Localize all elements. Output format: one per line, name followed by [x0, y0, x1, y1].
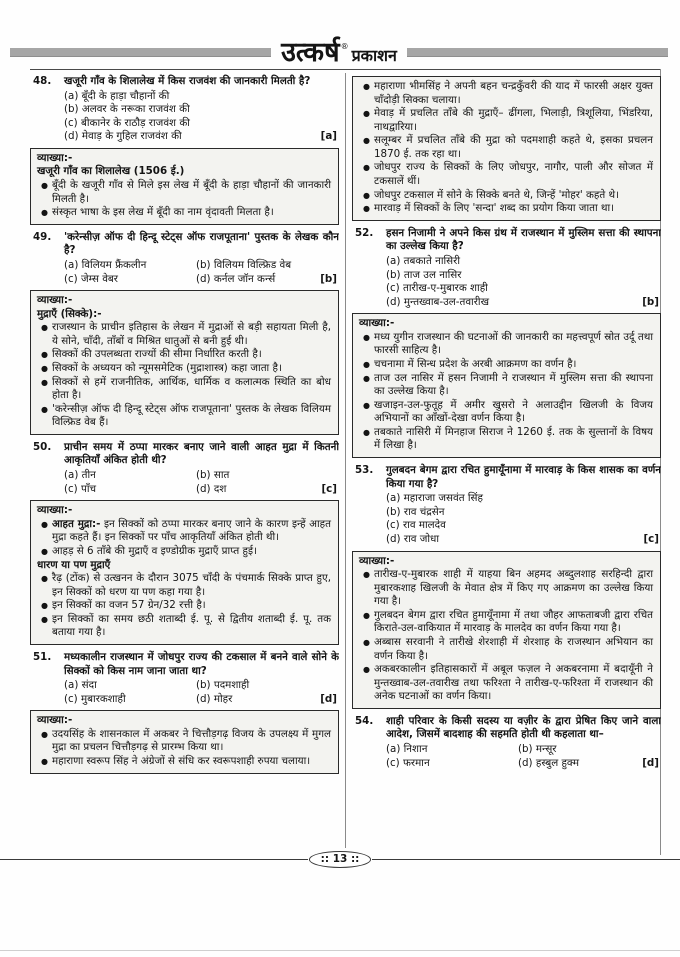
bullet-body: खजाइन-उल-फुतूह में अमीर खुसरो ने अलाउद्दीन खिलजी के विजय अभियानों का आँखों-देखा वर्णन किया है। [374, 398, 653, 425]
explanation-box [352, 76, 661, 221]
option-text: पदमशाही [213, 679, 250, 692]
option-label: (a) [64, 679, 79, 692]
bullet-marker-icon: ● [363, 570, 370, 580]
answer-key: [b] [642, 295, 659, 308]
bullet-text [374, 568, 653, 609]
explanation-label: व्याख्या:- [37, 294, 73, 307]
bullet-marker-icon: ● [41, 350, 48, 360]
option-label: (c) [386, 282, 400, 295]
header-rule [30, 69, 661, 70]
question-body [386, 227, 661, 309]
option [196, 469, 339, 483]
bullet-item [359, 161, 653, 188]
option-label: (b) [196, 679, 211, 692]
option [196, 693, 314, 707]
bullet-text [374, 134, 653, 161]
options-row [386, 743, 661, 757]
option-label: (b) [386, 505, 401, 518]
option-label: (c) [64, 482, 78, 495]
bullet-item [359, 80, 653, 107]
brand-suffix: प्रकाशन [351, 45, 397, 65]
bullet-text [52, 206, 331, 220]
option [386, 492, 661, 506]
options-list [64, 679, 339, 706]
option [386, 282, 661, 296]
option-text: तबकाते नासिरी [403, 254, 460, 267]
bullet-text [52, 376, 331, 403]
option [196, 259, 339, 273]
answer-key: [a] [320, 130, 337, 143]
options-row [64, 469, 339, 483]
bullet-text [52, 755, 331, 769]
bullet-body: चचनामा में सिन्ध प्रदेश के अरबी आक्रमण का वर्णन है। [374, 357, 577, 370]
bullet-body: मारवाड़ में सिक्कों के लिए 'सन्दा' शब्द का प्रयोग किया जाता था। [374, 202, 615, 215]
option [64, 90, 339, 104]
bullet-item [37, 572, 331, 599]
option-label: (d) [386, 295, 401, 308]
bullet-body: इन सिक्कों का समय छठी शताब्दी ई. पू. से द्वितीय शताब्दी ई. पू. तक बताया गया है। [52, 612, 331, 639]
question-number: 48. [33, 75, 52, 87]
option-label: (a) [386, 492, 401, 505]
bullet-body: संस्कृत भाषा के इस लेख में बूँदी का नाम वृंदावती मिलता है। [52, 206, 274, 219]
option-text: संदा [81, 679, 97, 692]
option [64, 679, 196, 693]
options-row [64, 273, 339, 287]
option [64, 273, 196, 287]
bullet-item [359, 134, 653, 161]
bullet-body: ताज उल नासिर में हसन निजामी ने राजस्थान में मुस्लिम सत्ता की स्थापना का उल्लेख किया है। [374, 371, 653, 398]
explanation-label: व्याख्या:- [359, 317, 395, 330]
option-text: मुबारकशाही [80, 692, 126, 705]
option-text: निशान [403, 743, 428, 756]
option-text: मोहर [213, 692, 233, 705]
bullet-item [37, 755, 331, 769]
bullet-item [359, 202, 653, 216]
bullet-text [374, 107, 653, 134]
bullet-body: अब्बास सरवानी ने तारीखे शेरशाही में शेरशाह के राजस्थान अभियान का वर्णन किया है। [374, 635, 653, 662]
brand-name: उत्कर्ष [281, 36, 340, 68]
bullet-text [52, 572, 331, 599]
options-row [64, 90, 339, 104]
bullet-item [359, 107, 653, 134]
bullet-marker-icon: ● [41, 601, 48, 611]
bullet-marker-icon: ● [363, 400, 370, 410]
bullet-marker-icon: ● [363, 637, 370, 647]
question-block [30, 441, 339, 496]
option [64, 103, 339, 117]
option [386, 269, 661, 283]
option-label: (d) [64, 130, 79, 143]
option-text: बूँदी के हाड़ा चौहानों की [81, 89, 170, 102]
header-bar-right [407, 48, 668, 57]
bullet-text [52, 518, 331, 545]
question-text: गुलबदन बेगम द्वारा रचित हुमायूँनामा में मारवाड़ के किस शासक का वर्णन किया गया है? [386, 464, 661, 490]
bullet-body: तबकाते नासिरी में मिनहाज सिराज ने 1260 ई. तक के सुल्तानों के विषय में लिखा है। [374, 425, 653, 452]
options-row [386, 519, 661, 533]
options-list [64, 469, 339, 496]
option-text: मन्सूर [535, 743, 557, 756]
bullet-marker-icon: ● [363, 427, 370, 437]
answer-key: [c] [321, 482, 337, 495]
option-label: (b) [64, 103, 79, 116]
explanation-box [30, 148, 339, 225]
options-row [64, 130, 339, 144]
question-body [64, 651, 339, 706]
option [386, 255, 661, 269]
bullet-body: सिक्कों की उपलब्धता राज्यों की सीमा निर्धारित करती है। [52, 348, 262, 361]
option-text: फरमान [402, 756, 430, 769]
options-row [64, 693, 339, 707]
option-text: मुन्तख्वाब-उल-तवारीख [403, 295, 490, 308]
option [64, 693, 196, 707]
bullet-text [374, 372, 653, 399]
answer-key: [d] [642, 756, 659, 769]
bullet-item [37, 728, 331, 755]
option [518, 757, 636, 771]
option-label: (a) [64, 258, 79, 271]
bullet-item [37, 376, 331, 403]
options-row [64, 103, 339, 117]
question-body [64, 441, 339, 496]
options-row [386, 757, 661, 771]
options-row [386, 296, 661, 310]
bullet-text [52, 179, 331, 206]
bullet-text [374, 636, 653, 663]
bullet-body: आहड़ से 6 ताँबे की मुद्राएँ व इण्डोग्रीक मुद्राएँ प्राप्त हुई। [52, 544, 257, 557]
option-label: (d) [386, 532, 401, 545]
option [64, 259, 196, 273]
bullet-body: जोधपुर राज्य के सिक्कों के लिए जोधपुर, नागौर, पाली और सोजत में टकसालें थीं। [374, 161, 653, 188]
bullet-marker-icon: ● [363, 359, 370, 369]
option-text: जेम्स वेबर [80, 272, 119, 285]
option-text: बीकानेर के राठौड़ राजवंश की [80, 116, 190, 129]
bullet-marker-icon: ● [41, 181, 48, 191]
bullet-text [374, 189, 653, 203]
option [386, 743, 518, 757]
question-body [64, 231, 339, 286]
bullet-item [359, 663, 653, 704]
bottom-edge-line [0, 950, 680, 951]
option [64, 117, 339, 131]
options-row [386, 492, 661, 506]
bullet-item [37, 518, 331, 545]
question-body [386, 715, 661, 770]
explanation-box [30, 290, 339, 435]
bullet-body: राजस्थान के प्राचीन इतिहास के लेखन में मुद्राओं से बड़ी सहायता मिली है, ये सोने, चाँदी, ताँबों व मिश्रित धातुओं से बनी हुई थी। [52, 321, 331, 347]
option-label: (b) [196, 258, 211, 271]
bullet-lead: आहत मुद्रा:- [52, 517, 101, 530]
option-label: (c) [64, 116, 78, 129]
bullet-item [359, 331, 653, 358]
option-label: (c) [64, 692, 78, 705]
bullet-body: 'करेन्सीज़ ऑफ दी हिन्दू स्टेट्स ऑफ राजपूताना' पुस्तक के लेखक विलियम विल्फ्रिड वेब हैं। [52, 402, 331, 429]
bullet-item [37, 545, 331, 559]
bullet-text [374, 202, 653, 216]
options-row [386, 282, 661, 296]
bullet-marker-icon: ● [41, 546, 48, 556]
question-text: 'करेन्सीज़ ऑफ दी हिन्दू स्टेट्स ऑफ राजपूताना' पुस्तक के लेखक कौन है? [64, 230, 339, 257]
bullet-item [359, 426, 653, 453]
options-row [64, 117, 339, 131]
bullet-text [374, 609, 653, 636]
question-block [30, 651, 339, 706]
bullet-marker-icon: ● [363, 332, 370, 342]
bullet-text [52, 599, 331, 613]
question-block [352, 715, 661, 770]
bullet-marker-icon: ● [41, 729, 48, 739]
bullet-text [374, 331, 653, 358]
question-number: 51. [33, 650, 52, 663]
option-text: मेवाड़ के गुहिल राजवंश की [81, 130, 182, 143]
bullet-item [359, 399, 653, 426]
bullet-text [52, 728, 331, 755]
bullet-item [37, 599, 331, 613]
page-content [30, 73, 661, 848]
bullet-item [359, 372, 653, 399]
bullet-text [374, 426, 653, 453]
bullet-text [52, 403, 331, 430]
option-label: (b) [386, 268, 401, 281]
option-label: (b) [196, 469, 211, 482]
page-number-badge: :: 13 :: [309, 851, 372, 868]
bullet-body: गुलबदन बेगम द्वारा रचित हुमायूँनामा में तथा जौहर आफताबजी द्वारा रचित किराते-उल-वाकियात में मारवाड़ के मालदेव का वर्णन किया गया है। [374, 608, 653, 635]
bullet-text [52, 348, 331, 362]
option-text: महाराजा जसवंत सिंह [403, 492, 483, 505]
bullet-body: सिक्कों के अध्ययन को न्यूमसमेटिक (मुद्राशास्त्र) कहा जाता है। [52, 361, 282, 374]
registered-mark-icon: ® [340, 41, 349, 51]
bullet-marker-icon: ● [363, 610, 370, 620]
bullet-item [37, 206, 331, 220]
explanation-label: व्याख्या:- [37, 714, 73, 727]
bullet-body: जोधपुर टकसाल में सोने के सिक्के बनते थे, जिन्हें 'मोहर' कहते थे। [374, 188, 620, 201]
option-text: राव मालदेव [402, 519, 446, 532]
bullet-marker-icon: ● [41, 208, 48, 218]
option-text: अलवर के नरूका राजवंश की [81, 103, 190, 116]
options-row [386, 255, 661, 269]
options-list [386, 255, 661, 309]
bullet-body: सिक्कों से हमें राजनीतिक, आर्थिक, धार्मिक व कलात्मक स्थिति का बोध होता है। [52, 375, 331, 402]
option [518, 743, 661, 757]
footer-line-right [372, 859, 680, 860]
option-label: (c) [64, 272, 78, 285]
explanation-heading: मुद्राएँ (सिक्के):- [37, 307, 102, 320]
bullet-item [37, 321, 331, 348]
option [64, 469, 196, 483]
option [64, 130, 315, 144]
option-label: (c) [386, 519, 400, 532]
bullet-marker-icon: ● [363, 109, 370, 119]
question-block [30, 231, 339, 286]
option [386, 533, 637, 547]
bullet-item [359, 189, 653, 203]
question-number: 49. [33, 230, 52, 243]
bullet-body: मेवाड़ में प्रचलित ताँबे की मुद्राएँ– ढींगला, भिलाड़ी, त्रिशूलिया, भिंडरिया, नाथद्वारिया। [374, 107, 653, 133]
question-number: 54. [355, 714, 374, 727]
options-list [386, 492, 661, 546]
bullet-text [374, 358, 653, 372]
option-text: दश [213, 482, 227, 495]
bullet-text [374, 399, 653, 426]
footer-line-left [0, 859, 308, 860]
option-text: कर्नल जॉन कर्न्स [213, 272, 276, 285]
bullet-text [52, 362, 331, 376]
explanation-heading: धारण या पण मुद्राएँ [37, 558, 111, 571]
explanation-label: व्याख्या:- [359, 554, 395, 567]
option [386, 519, 661, 533]
page-header [0, 36, 680, 68]
bullet-item [37, 348, 331, 362]
question-text: शाही परिवार के किसी सदस्य या वज़ीर के द्वारा प्रेषित किए जाने वाला आदेश, जिसमें बादशाह की सहमति होती थी कहलाता था– [386, 714, 661, 741]
option-label: (a) [64, 89, 79, 102]
bullet-text [374, 663, 653, 704]
option-label: (a) [386, 254, 401, 267]
brand-logo [271, 36, 407, 68]
bullet-marker-icon: ● [41, 757, 48, 767]
bullet-body: सलूम्बर में प्रचलित ताँबे की मुद्रा को पदमशाही कहते थे, इसका प्रचलन 1870 ई. तक रहा था। [374, 134, 653, 160]
bullet-body: महाराणा स्वरूप सिंह ने अंग्रेजों से संधि कर स्वरूपशाही रुपया चलाया। [52, 755, 311, 768]
question-body [64, 75, 339, 144]
bullet-item [359, 358, 653, 372]
option-text: विलियम विल्फ्रिड वेब [213, 258, 292, 271]
option-text: तारीख-ए-मुबारक शाही [402, 282, 488, 295]
header-bar-left [10, 48, 271, 57]
question-number: 52. [355, 226, 374, 239]
option-text: ताज उल नासिर [403, 268, 462, 281]
bullet-item [37, 403, 331, 430]
bullet-text [52, 545, 331, 559]
bullet-body: महाराणा भीमसिंह ने अपनी बहन चन्द्रकुँवरी की याद में फारसी अक्षर युक्त चाँदोड़ी सिक्का चलाया। [374, 80, 653, 106]
bullet-body: रैढ़ (टोंक) से उत्खनन के दौरान 3075 चाँदी के पंचमार्क सिक्के प्राप्त हुए, इन सिक्कों को धरण या पण कहा गया है। [52, 572, 331, 598]
option [196, 679, 339, 693]
bullet-marker-icon: ● [41, 404, 48, 414]
option-label: (b) [518, 743, 533, 756]
option-label: (c) [386, 756, 400, 769]
bullet-marker-icon: ● [363, 204, 370, 214]
explanation-box [30, 710, 339, 773]
bullet-item [359, 568, 653, 609]
bullet-body: मध्य युगीन राजस्थान की घटनाओं की जानकारी का महत्त्वपूर्ण स्रोत उर्दू तथा फारसी साहित्य है। [374, 330, 653, 357]
bullet-text [52, 321, 331, 348]
option-label: (d) [196, 482, 211, 495]
explanation-label: व्याख्या:- [37, 151, 73, 164]
bullet-marker-icon: ● [363, 136, 370, 146]
bullet-item [37, 179, 331, 206]
question-block [352, 227, 661, 309]
option-label: (d) [196, 692, 211, 705]
option-label: (d) [196, 272, 211, 285]
option [386, 757, 518, 771]
bullet-text [374, 161, 653, 188]
option-text: विलियम फ्रैंकलीन [81, 258, 147, 271]
bullet-marker-icon: ● [41, 323, 48, 333]
explanation-box [30, 500, 339, 645]
options-row [386, 269, 661, 283]
option-text: राव जोधा [403, 532, 440, 545]
explanation-box [352, 313, 661, 458]
option [386, 296, 636, 310]
question-text: खजूरी गाँव के शिलालेख में किस राजवंश की जानकारी मिलती है? [64, 75, 311, 87]
bullet-body: इन सिक्कों का वजन 57 ग्रेन/32 रत्ती है। [52, 599, 206, 612]
page-footer [0, 851, 680, 868]
options-row [386, 533, 661, 547]
bullet-marker-icon: ● [41, 363, 48, 373]
answer-key: [b] [320, 272, 337, 285]
bullet-marker-icon: ● [363, 190, 370, 200]
bullet-marker-icon: ● [363, 665, 370, 675]
column-divider [345, 73, 346, 848]
bullet-text [374, 80, 653, 107]
option-text: हस्बुल हुक्म [535, 756, 580, 769]
option-text: सात [213, 469, 230, 482]
option [196, 483, 315, 497]
question-number: 53. [355, 464, 374, 477]
bullet-body: उदयसिंह के शासनकाल में अकबर ने चित्तौड़गढ़ विजय के उपलक्ष्य में मुगल मुद्रा का प्रचलन चित्तौड़गढ़ से प्रारम्भ किया था। [52, 727, 331, 754]
question-text: मध्यकालीन राजस्थान में जोधपुर राज्य की टकसाल में बनने वाले सोने के सिक्कों को किस नाम जाना जाता था? [64, 650, 339, 677]
bullet-text [52, 613, 331, 640]
option-label: (a) [386, 743, 401, 756]
options-list [64, 259, 339, 286]
option-label: (d) [518, 756, 533, 769]
option [196, 273, 314, 287]
bullet-marker-icon: ● [41, 519, 48, 529]
bullet-marker-icon: ● [41, 377, 48, 387]
question-body [386, 464, 661, 546]
bullet-item [359, 636, 653, 663]
bullet-body: बूँदी के खजूरी गाँव से मिले इस लेख में बूँदी के हाड़ा चौहानों की जानकारी मिलती है। [52, 179, 331, 205]
bullet-item [359, 609, 653, 636]
options-row [64, 483, 339, 497]
column-right [352, 73, 661, 848]
column-left [30, 73, 339, 848]
option-text: तीन [81, 469, 96, 482]
question-text: हसन निजामी ने अपने किस ग्रंथ में राजस्थान में मुस्लिम सत्ता की स्थापना का उल्लेख किया है? [386, 226, 661, 253]
bullet-item [37, 362, 331, 376]
options-row [64, 679, 339, 693]
explanation-label: व्याख्या:- [37, 504, 73, 517]
bullet-body: इन सिक्कों को ठप्पा मारकर बनाए जाने के कारण इन्हें आहत मुद्रा कहते हैं। इन सिक्कों पर पाँच आकृतियाँ अंकित होती थी। [52, 517, 331, 544]
bullet-body: अकबरकालीन इतिहासकारों में अबूल फज़ल ने अकबरनामा में बदायूँनी ने मुन्तख्वाब-उल-तवारीख तथा फरिश्ता ने तारीख-ए-फरिश्ता में राजस्थान की अनेक घटनाओं का वर्णन किया। [374, 663, 653, 703]
explanation-heading: खजूरी गाँव का शिलालेख (1506 ई.) [37, 165, 185, 178]
question-block [352, 464, 661, 546]
bullet-body: तारीख-ए-मुबारक शाही में याहया बिन अहमद अब्दुलशाह सरहिन्दी द्वारा मुबारकशाह खिलजी के मेवात क्षेत्र में किए गए आक्रमण का उल्लेख किया गया है। [374, 568, 653, 608]
bullet-marker-icon: ● [363, 373, 370, 383]
answer-key: [d] [320, 692, 337, 705]
bullet-marker-icon: ● [41, 614, 48, 624]
option-text: पाँच [80, 482, 97, 495]
bullet-marker-icon: ● [363, 82, 370, 91]
explanation-box [352, 551, 661, 709]
options-list [64, 90, 339, 144]
bullet-item [37, 613, 331, 640]
bullet-marker-icon: ● [41, 574, 48, 584]
option [386, 506, 661, 520]
answer-key: [c] [643, 532, 659, 545]
options-list [386, 743, 661, 770]
options-row [64, 259, 339, 273]
bullet-marker-icon: ● [363, 163, 370, 173]
options-row [386, 506, 661, 520]
question-block [30, 75, 339, 144]
option [64, 483, 196, 497]
option-label: (a) [64, 469, 79, 482]
question-number: 50. [33, 440, 52, 453]
question-text: प्राचीन समय में ठप्पा मारकर बनाए जाने वाली आहत मुद्रा में कितनी आकृतियाँ अंकित होती थी? [64, 440, 339, 467]
option-text: राव चंद्रसेन [403, 505, 445, 518]
